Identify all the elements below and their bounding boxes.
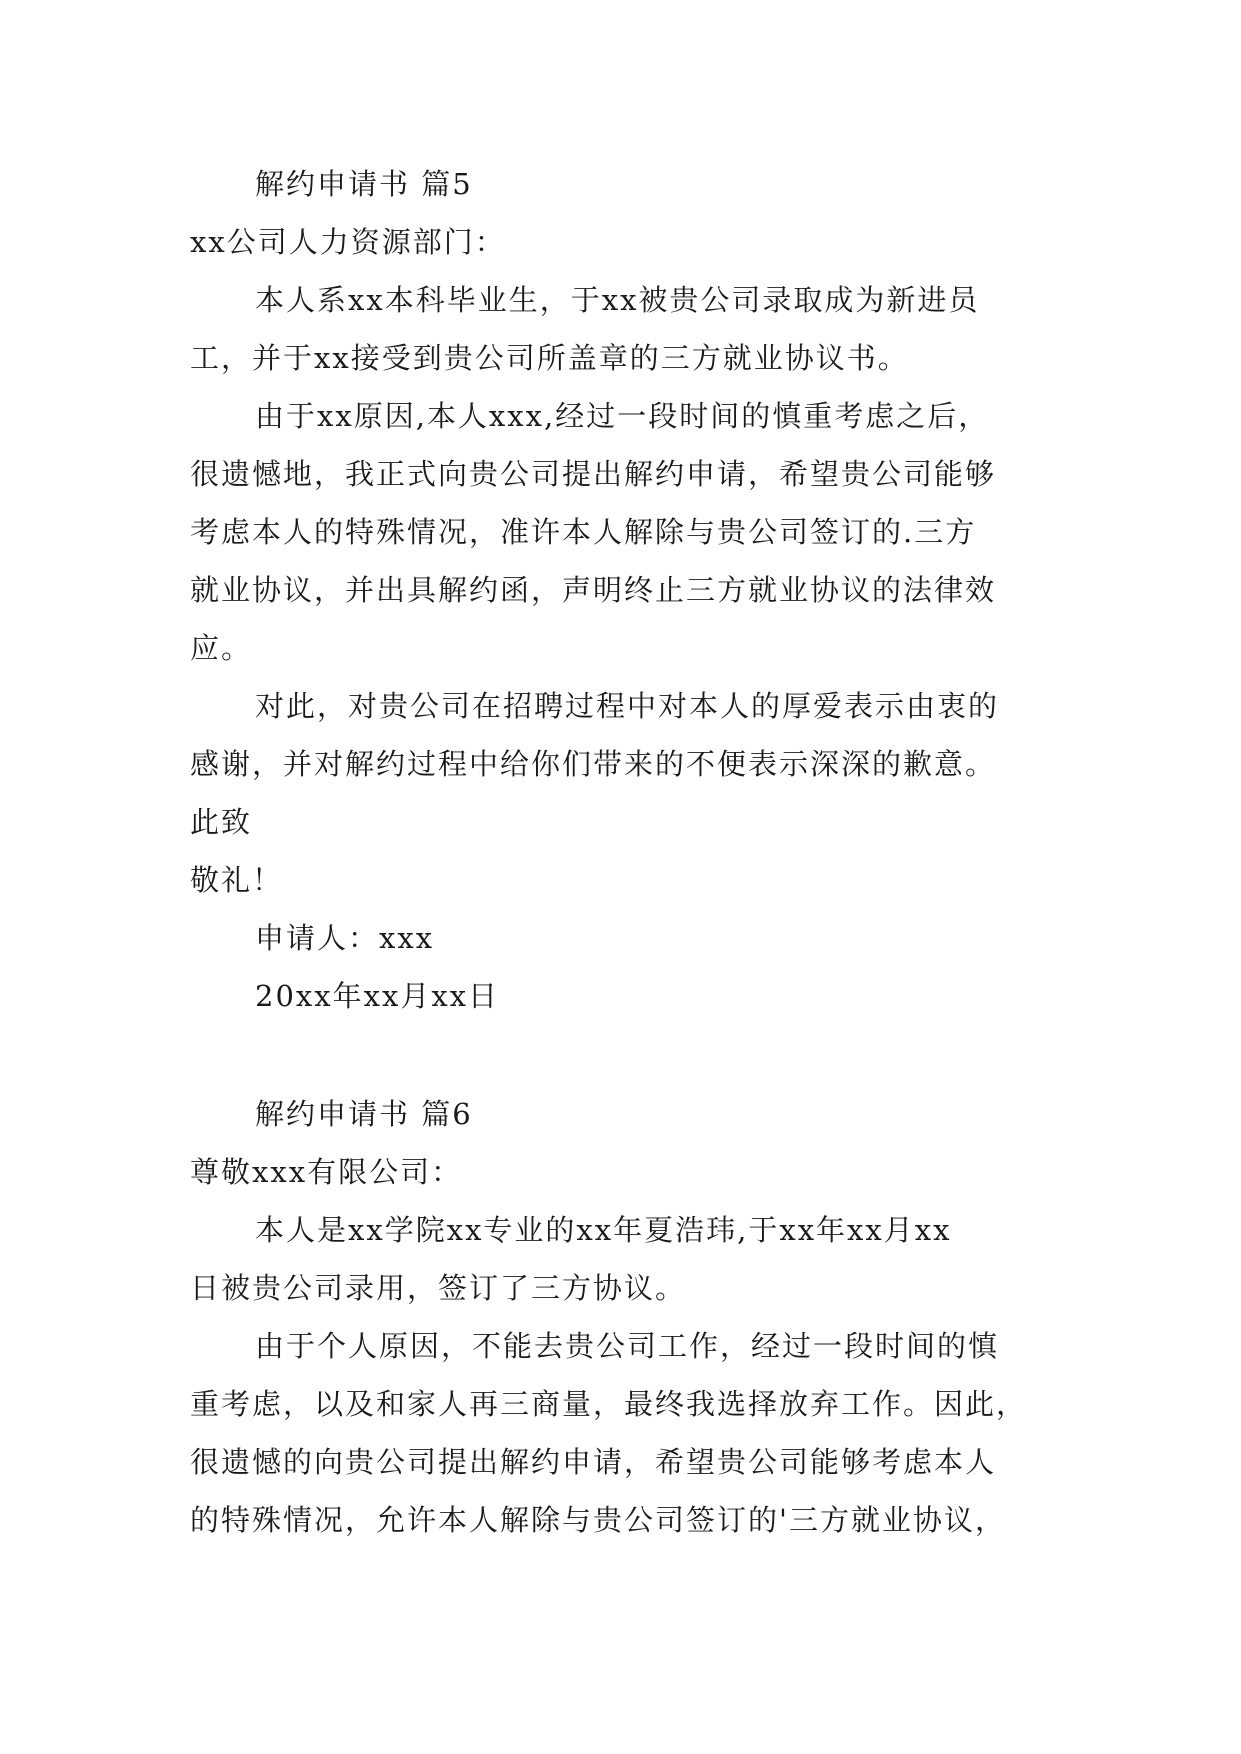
paragraph-line: 的特殊情况，允许本人解除与贵公司签订的'三方就业协议，	[190, 1503, 1006, 1537]
paragraph-line: 本人是xx学院xx专业的xx年夏浩玮,于xx年xx月xx	[255, 1213, 952, 1247]
paragraph-line: 重考虑，以及和家人再三商量，最终我选择放弃工作。因此，	[190, 1387, 1028, 1421]
paragraph-line: 对此，对贵公司在招聘过程中对本人的厚爱表示由衷的	[255, 689, 1000, 723]
paragraph-line: 感谢，并对解约过程中给你们带来的不便表示深深的歉意。	[190, 747, 997, 781]
date-line: 20xx年xx月xx日	[255, 979, 500, 1013]
paragraph-line: 应。	[190, 631, 253, 665]
closing-line: 此致	[190, 805, 253, 839]
paragraph-line: 很遗憾地，我正式向贵公司提出解约申请，希望贵公司能够	[190, 457, 997, 491]
salutation: xx公司人力资源部门：	[190, 225, 506, 259]
applicant-signature: 申请人：xxx	[255, 921, 435, 955]
salutation: 尊敬xxx有限公司：	[190, 1155, 463, 1189]
paragraph-line: 日被贵公司录用，签订了三方协议。	[190, 1271, 687, 1305]
paragraph-line: 工，并于xx接受到贵公司所盖章的三方就业协议书。	[190, 341, 909, 375]
closing-line: 敬礼！	[190, 863, 284, 897]
paragraph-line: 本人系xx本科毕业生，于xx被贵公司录取成为新进员	[255, 283, 980, 317]
paragraph-line: 由于个人原因，不能去贵公司工作，经过一段时间的慎	[255, 1329, 1000, 1363]
section-title: 解约申请书 篇5	[255, 167, 473, 201]
paragraph-line: 考虑本人的特殊情况，准许本人解除与贵公司签订的.三方	[190, 515, 977, 549]
paragraph-line: 就业协议，并出具解约函，声明终止三方就业协议的法律效	[190, 573, 997, 607]
paragraph-line: 由于xx原因,本人xxx,经过一段时间的慎重考虑之后，	[255, 399, 990, 433]
paragraph-line: 很遗憾的向贵公司提出解约申请，希望贵公司能够考虑本人	[190, 1445, 997, 1479]
section-title: 解约申请书 篇6	[255, 1097, 473, 1131]
